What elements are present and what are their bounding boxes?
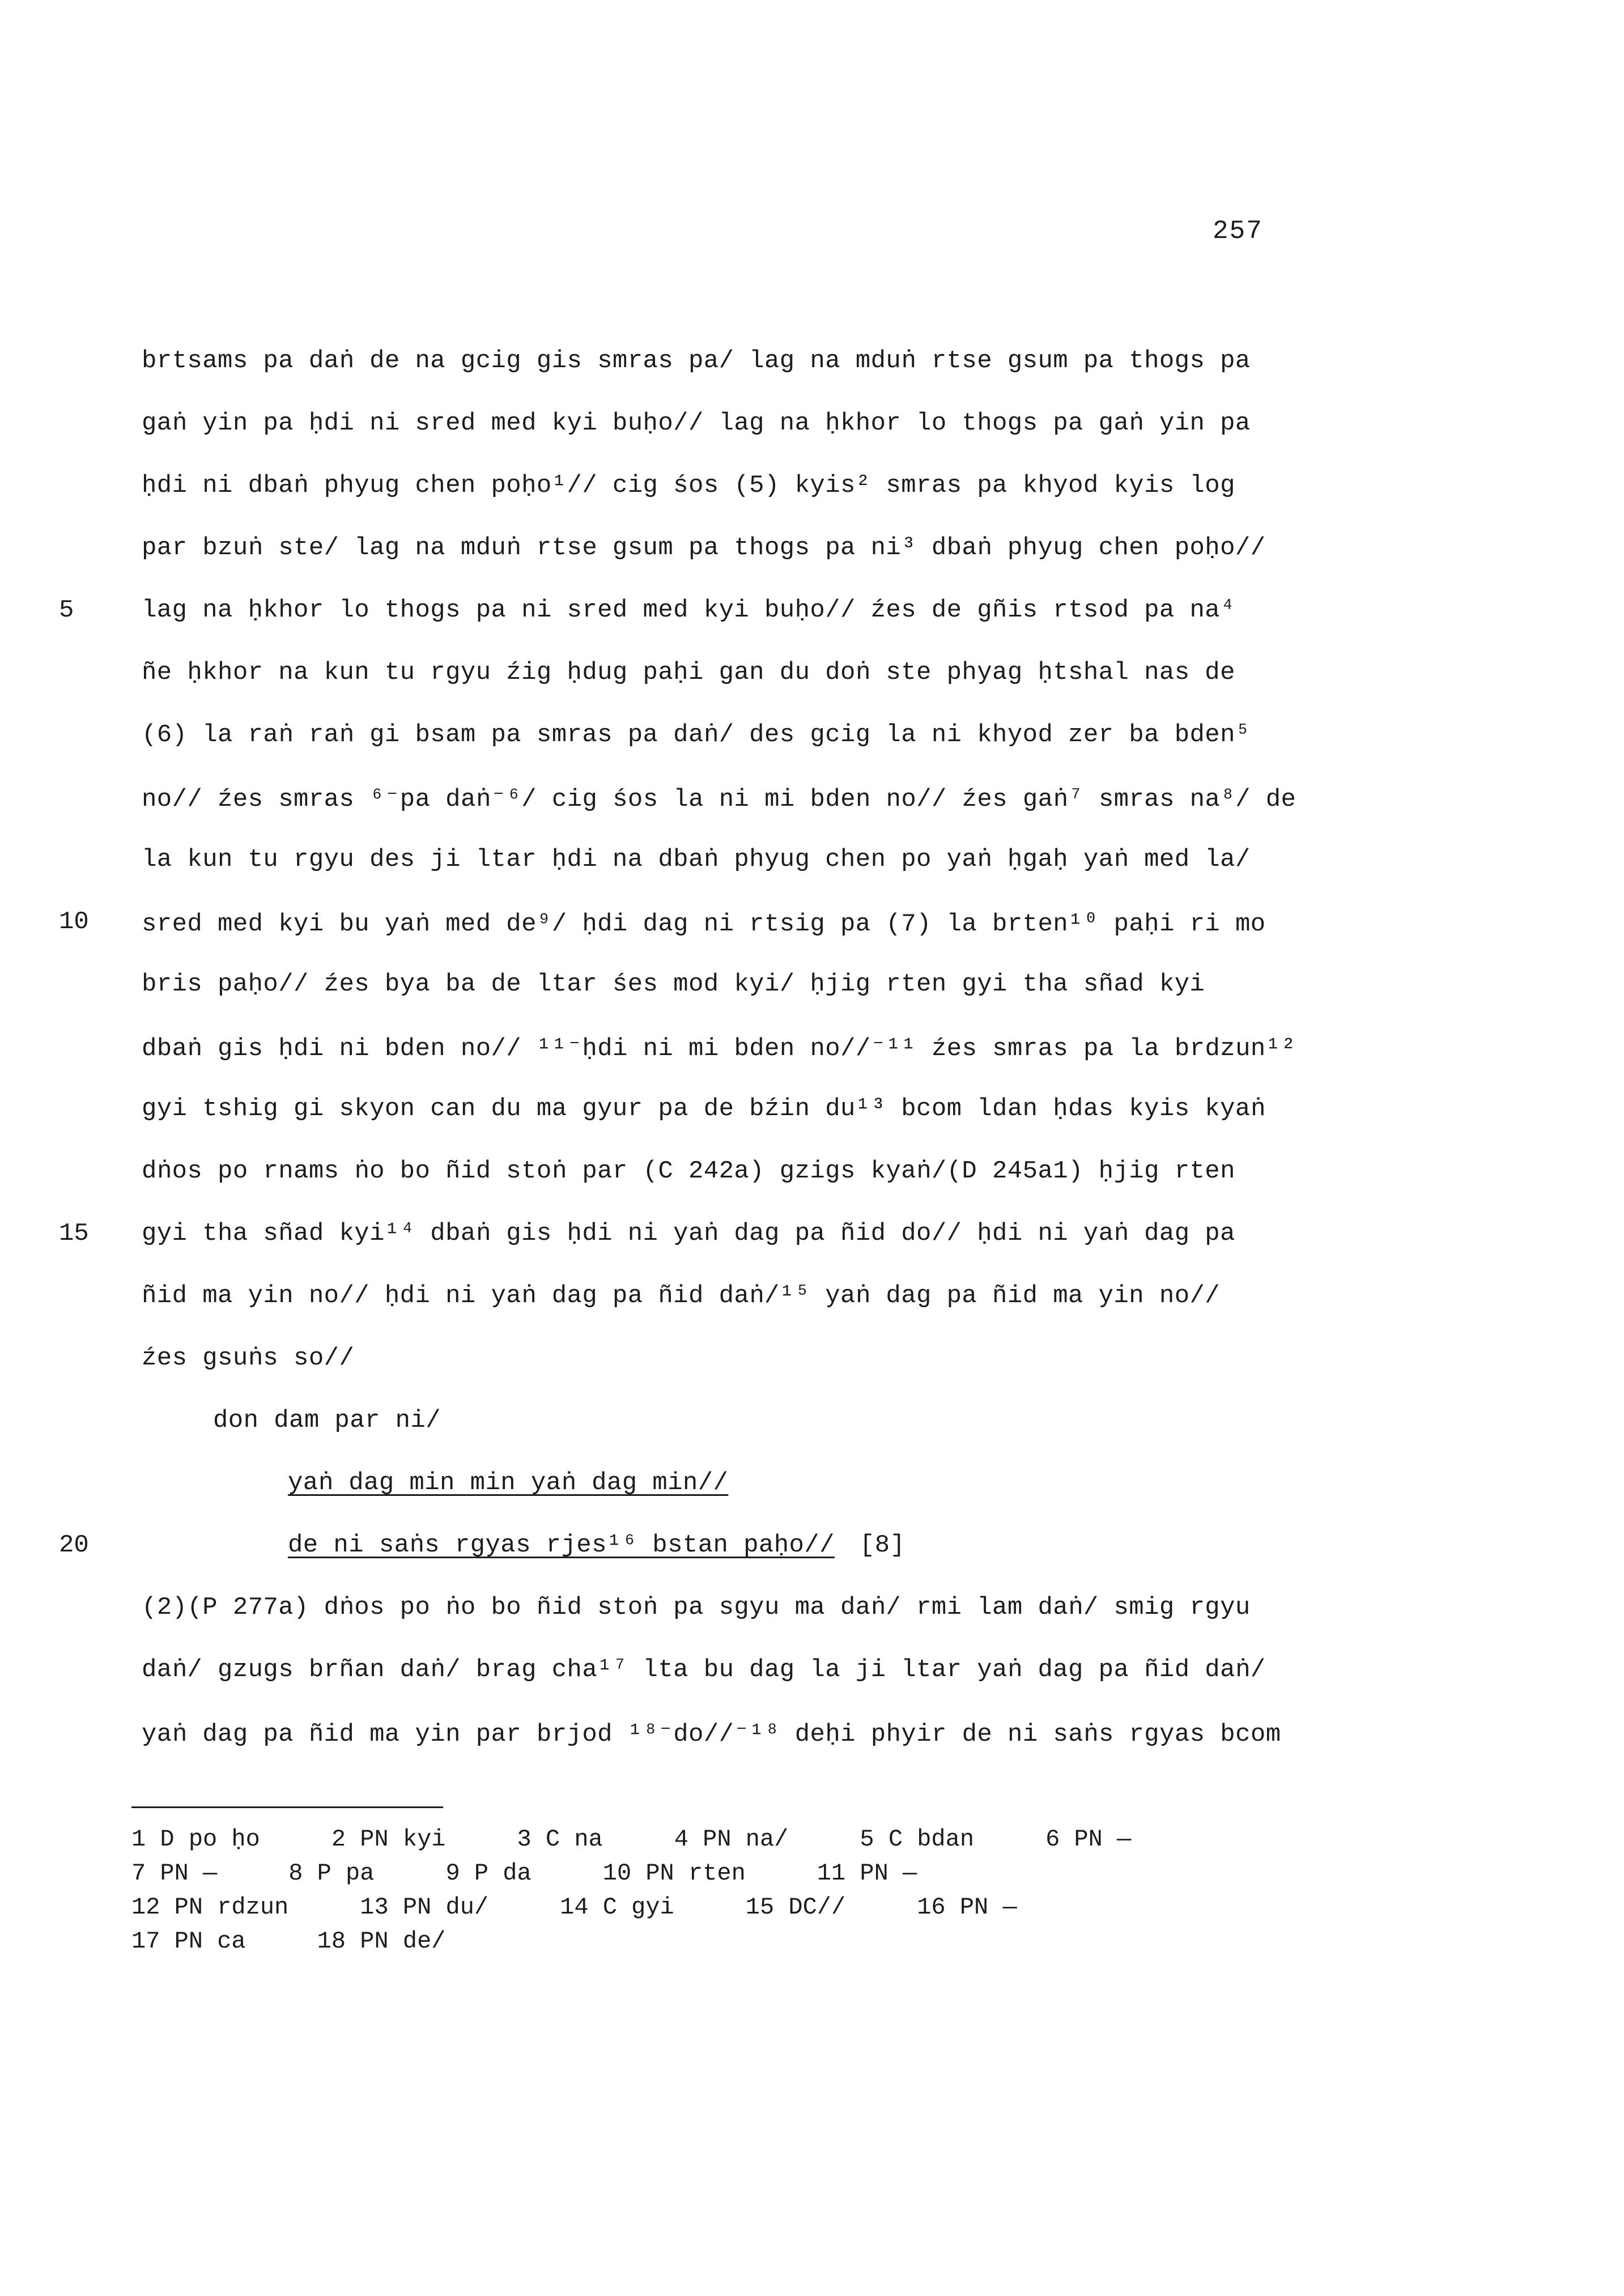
footnote-rule bbox=[131, 1806, 443, 1808]
line-number: 20 bbox=[59, 1531, 89, 1559]
text-line: sred med kyi bu yaṅ med de⁹/ ḥdi dag ni rtsig pa (7) la brten¹⁰ paḥi ri mo bbox=[142, 910, 1266, 938]
text-line: ñid ma yin no// ḥdi ni yaṅ dag pa ñid daṅ/¹⁵ yaṅ dag pa ñid ma yin no// bbox=[142, 1282, 1221, 1310]
text-line: no// źes smras ⁶⁻pa daṅ⁻⁶/ cig śos la ni mi bden no// źes gaṅ⁷ smras na⁸/ de bbox=[142, 785, 1296, 814]
text-line: dbaṅ gis ḥdi ni bden no// ¹¹⁻ḥdi ni mi bden no//⁻¹¹ źes smras pa la brdzun¹² bbox=[142, 1035, 1296, 1063]
text-line: ñe ḥkhor na kun tu rgyu źig ḥdug paḥi gan du doṅ ste phyag ḥtshal nas de bbox=[142, 658, 1235, 687]
verse-text: de ni saṅs rgyas rjes¹⁶ bstan paḥo// bbox=[288, 1531, 835, 1559]
footnote-line: 12 PN rdzun 13 PN du/ 14 C gyi 15 DC// 16 PN — bbox=[131, 1894, 1017, 1921]
line-number: 15 bbox=[59, 1219, 89, 1248]
text-line: gyi tha sñad kyi¹⁴ dbaṅ gis ḥdi ni yaṅ dag pa ñid do// ḥdi ni yaṅ dag pa bbox=[142, 1219, 1235, 1248]
text-line: (2)(P 277a) dṅos po ṅo bo ñid stoṅ pa sgyu ma daṅ/ rmi lam daṅ/ smig rgyu bbox=[142, 1593, 1251, 1622]
line-number: 10 bbox=[59, 908, 89, 936]
text-line: (6) la raṅ raṅ gi bsam pa smras pa daṅ/ des gcig la ni khyod zer ba bden⁵ bbox=[142, 721, 1251, 749]
text-line: dṅos po rnams ṅo bo ñid stoṅ par (C 242a) gzigs kyaṅ/(D 245a1) ḥjig rten bbox=[142, 1157, 1235, 1185]
text-line: gyi tshig gi skyon can du ma gyur pa de bźin du¹³ bcom ldan ḥdas kyis kyaṅ bbox=[142, 1095, 1266, 1123]
footnote-line: 17 PN ca 18 PN de/ bbox=[131, 1928, 446, 1955]
text-line: bris paḥo// źes bya ba de ltar śes mod kyi/ ḥjig rten gyi tha sñad kyi bbox=[142, 970, 1205, 998]
line-number: 5 bbox=[59, 596, 74, 624]
page-number: 257 bbox=[1213, 216, 1263, 246]
verse-line: yaṅ dag min min yaṅ dag min// bbox=[288, 1469, 729, 1497]
verse-line-with-mark bbox=[288, 1531, 905, 1559]
text-line: la kun tu rgyu des ji ltar ḥdi na dbaṅ phyug chen po yaṅ ḥgaḥ yaṅ med la/ bbox=[142, 845, 1251, 874]
text-line: gaṅ yin pa ḥdi ni sred med kyi buḥo// lag na ḥkhor lo thogs pa gaṅ yin pa bbox=[142, 409, 1251, 437]
verse-mark: [8] bbox=[859, 1531, 905, 1559]
text-line: par bzuṅ ste/ lag na mduṅ rtse gsum pa thogs pa ni³ dbaṅ phyug chen poḥo// bbox=[142, 534, 1266, 562]
text-line: daṅ/ gzugs brñan daṅ/ brag cha¹⁷ lta bu dag la ji ltar yaṅ dag pa ñid daṅ/ bbox=[142, 1656, 1266, 1684]
text-line: źes gsuṅs so// bbox=[142, 1344, 355, 1372]
footnote-line: 1 D po ḥo 2 PN kyi 3 C na 4 PN na/ 5 C bdan 6 PN — bbox=[131, 1826, 1132, 1853]
text-line: brtsams pa daṅ de na gcig gis smras pa/ lag na mduṅ rtse gsum pa thogs pa bbox=[142, 347, 1251, 375]
text-line: lag na ḥkhor lo thogs pa ni sred med kyi buḥo// źes de gñis rtsod pa na⁴ bbox=[142, 596, 1235, 624]
text-line: ḥdi ni dbaṅ phyug chen poḥo¹// cig śos (5) kyis² smras pa khyod kyis log bbox=[142, 471, 1235, 500]
footnote-line: 7 PN — 8 P pa 9 P da 10 PN rten 11 PN — bbox=[131, 1860, 917, 1887]
text-line: don dam par ni/ bbox=[213, 1406, 441, 1435]
text-line: yaṅ dag pa ñid ma yin par brjod ¹⁸⁻do//⁻¹⁸ deḥi phyir de ni saṅs rgyas bcom bbox=[142, 1720, 1281, 1749]
